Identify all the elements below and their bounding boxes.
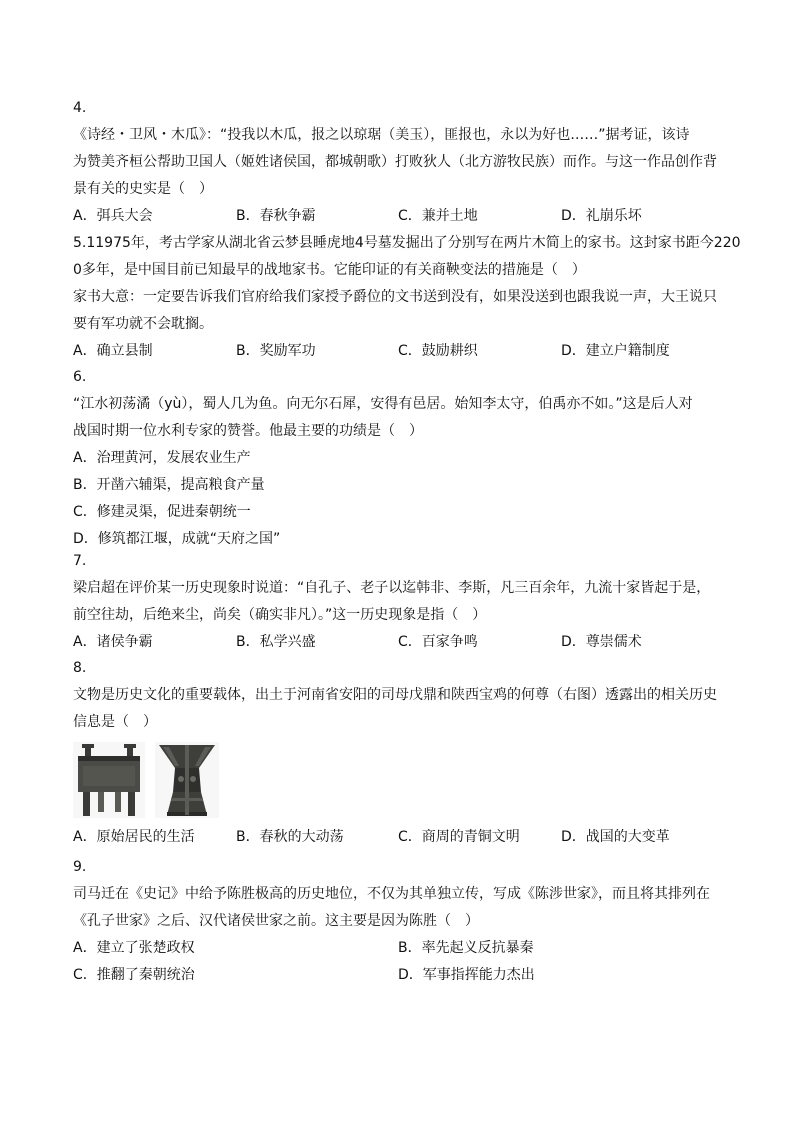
- question-text-line: 景有关的史实是（ ）: [73, 181, 213, 197]
- question-text-line: 前空往劫，后绝来尘，尚矣（确实非凡）。”这一历史现象是指（ ）: [73, 607, 487, 623]
- options-row: [73, 935, 723, 962]
- question-text-line: 梁启超在评价某一历史现象时说道：“自孔子、老子以迄韩非、李斯，凡三百余年，九流十家皆起于是，: [73, 580, 711, 596]
- option-c[interactable]: C．修建灵渠，促进秦朝统一: [73, 504, 251, 520]
- option-b[interactable]: B．率先起义反抗暴秦: [398, 940, 534, 956]
- question-text-line: 战国时期一位水利专家的赞誉。他最主要的功绩是（ ）: [73, 423, 423, 439]
- question-5: [73, 230, 741, 365]
- option-d[interactable]: D．战国的大变革: [561, 829, 670, 845]
- option-b[interactable]: B．春秋争霸: [236, 208, 316, 224]
- question-text-line: “江水初荡潏（yù），蜀人几为鱼。向无尔石犀，安得有邑居。始知李太守，伯禹亦不如。”这是后人对: [73, 396, 693, 412]
- option-a[interactable]: A．原始居民的生活: [73, 829, 195, 845]
- option-c[interactable]: C．推翻了秦朝统治: [73, 967, 195, 983]
- artifact-images: [73, 742, 723, 818]
- options-row: [73, 338, 723, 365]
- options-row: [73, 629, 723, 656]
- question-number: 6.: [73, 369, 87, 385]
- question-4: [73, 95, 723, 230]
- question-text-line: 要有军功就不会耽搁。: [73, 316, 213, 332]
- option-a[interactable]: A．诸侯争霸: [73, 634, 153, 650]
- question-number: 4.: [73, 100, 87, 116]
- question-text-line: 司马迁在《史记》中给予陈胜极高的历史地位，不仅为其单独立传，写成《陈涉世家》，而且将其排列在: [73, 886, 710, 902]
- question-text-line: 为赞美齐桓公帮助卫国人（姬姓诸侯国，都城朝歌）打败狄人（北方游牧民族）而作。与这一作品创作背: [73, 154, 717, 170]
- option-a[interactable]: A．治理黄河，发展农业生产: [73, 450, 251, 466]
- option-a[interactable]: A．弭兵大会: [73, 208, 153, 224]
- options-row: [73, 203, 723, 230]
- option-a[interactable]: A．确立县制: [73, 343, 153, 359]
- option-b[interactable]: B．春秋的大动荡: [236, 829, 344, 845]
- option-d[interactable]: D．礼崩乐坏: [561, 208, 642, 224]
- options-column: [73, 445, 723, 553]
- options-row: [73, 962, 723, 989]
- option-c[interactable]: C．商周的青铜文明: [398, 829, 520, 845]
- option-d[interactable]: D．修筑都江堰，成就“天府之国”: [73, 531, 281, 547]
- option-c[interactable]: C．鼓励耕织: [398, 343, 478, 359]
- question-number: 9.: [73, 859, 87, 875]
- question-7: [73, 548, 723, 656]
- option-c[interactable]: C．百家争鸣: [398, 634, 478, 650]
- he-zun-image: [155, 742, 219, 818]
- option-d[interactable]: D．建立户籍制度: [561, 343, 670, 359]
- options-row: [73, 824, 723, 851]
- question-number: 8.: [73, 660, 87, 676]
- option-a[interactable]: A．建立了张楚政权: [73, 940, 195, 956]
- question-text-line: 《孔子世家》之后、汉代诸侯世家之前。这主要是因为陈胜（ ）: [73, 913, 479, 929]
- option-c[interactable]: C．兼并土地: [398, 208, 478, 224]
- question-text-line: 《诗经・卫风・木瓜》：“投我以木瓜，报之以琼琚（美玉），匪报也，永以为好也……”据考证，该诗: [73, 127, 690, 143]
- question-9: [73, 854, 723, 989]
- question-number: 7.: [73, 553, 87, 569]
- simuwu-ding-image: [73, 742, 145, 818]
- option-d[interactable]: D．尊崇儒术: [561, 634, 642, 650]
- question-8: [73, 655, 723, 851]
- question-6: [73, 364, 723, 553]
- question-text-line: 5.11975年，考古学家从湖北省云梦县睡虎地4号墓发掘出了分别写在两片木简上的家书。这封家书距今220: [73, 235, 741, 251]
- option-b[interactable]: B．开凿六辅渠，提高粮食产量: [73, 477, 265, 493]
- option-b[interactable]: B．奖励军功: [236, 343, 316, 359]
- option-b[interactable]: B．私学兴盛: [236, 634, 316, 650]
- question-text-line: 家书大意：一定要告诉我们官府给我们家授予爵位的文书送到没有，如果没送到也跟我说一声，大王说只: [73, 289, 717, 305]
- question-text-line: 0多年，是中国目前已知最早的战地家书。它能印证的有关商鞅变法的措施是（ ）: [73, 262, 586, 278]
- question-text-line: 信息是（ ）: [73, 714, 157, 730]
- question-text-line: 文物是历史文化的重要载体，出土于河南省安阳的司母戊鼎和陕西宝鸡的何尊（右图）透露出的相关历史: [73, 687, 717, 703]
- option-d[interactable]: D．军事指挥能力杰出: [398, 967, 535, 983]
